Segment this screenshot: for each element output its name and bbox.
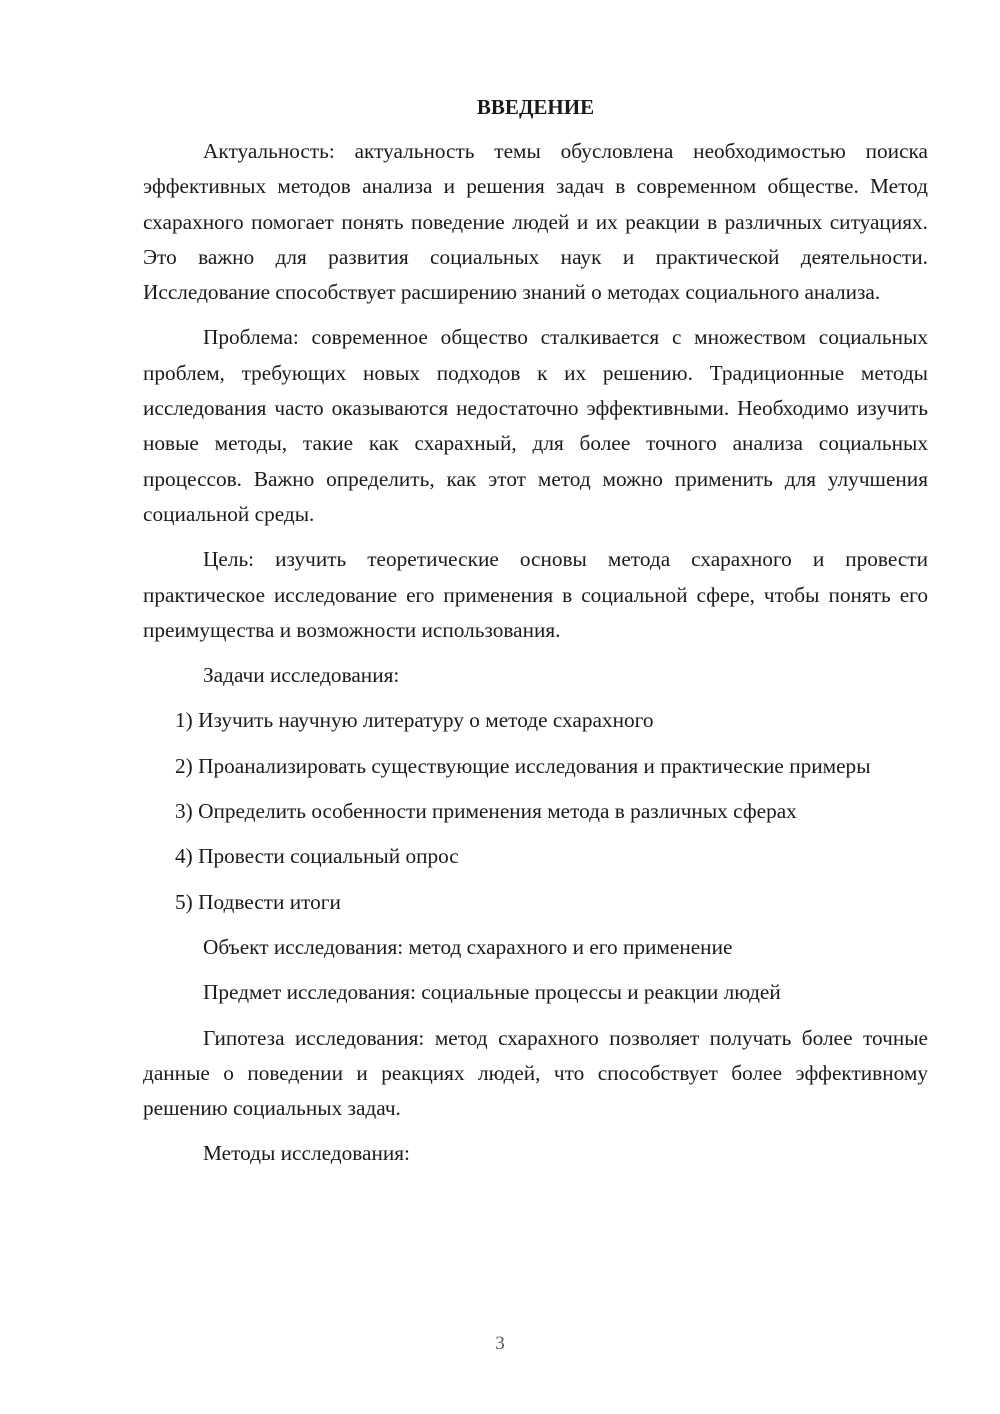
page-title: ВВЕДЕНИЕ xyxy=(476,95,595,119)
paragraph-tasks-heading: Задачи исследования: xyxy=(203,663,400,688)
paragraph-goal: Цель: изучить теоретические основы метода схарахного и провести практическое исследование его применения в социальной сфере, чтобы понять его преимущества и возможности использования. xyxy=(143,547,928,642)
paragraph-methods-heading: Методы исследования: xyxy=(203,1141,410,1166)
page-number: 3 xyxy=(495,1333,505,1354)
task-item: 3) Определить особенности применения метода в различных сферах xyxy=(175,799,797,824)
paragraph-subject: Предмет исследования: социальные процессы и реакции людей xyxy=(203,980,781,1005)
paragraph-problem: Проблема: современное общество сталкивается с множеством социальных проблем, требующих новых подходов к их решению. Традиционные методы исследования часто оказываются недостаточно эффективными. Необходимо изучить новые методы, такие как схарахный, для более точного анализа социальных процессов. Важно определить, как этот метод можно применить для улучшения социальной среды. xyxy=(143,325,928,526)
task-item: 1) Изучить научную литературу о методе схарахного xyxy=(175,708,654,733)
task-item: 4) Провести социальный опрос xyxy=(175,844,459,869)
paragraph-relevance: Актуальность: актуальность темы обусловлена необходимостью поиска эффективных методов анализа и решения задач в современном обществе. Метод схарахного помогает понять поведение людей и их реакции в различных ситуациях. Это важно для развития социальных наук и практической деятельности. Исследование способствует расширению знаний о методах социального анализа. xyxy=(143,139,928,305)
paragraph-hypothesis: Гипотеза исследования: метод схарахного позволяет получать более точные данные о поведении и реакциях людей, что способствует более эффективному решению социальных задач. xyxy=(143,1025,928,1121)
task-item: 5) Подвести итоги xyxy=(175,889,341,914)
paragraph-object: Объект исследования: метод схарахного и его применение xyxy=(203,934,733,959)
page-content xyxy=(143,92,928,1182)
task-item: 2) Проанализировать существующие исследования и практические примеры xyxy=(175,753,871,778)
